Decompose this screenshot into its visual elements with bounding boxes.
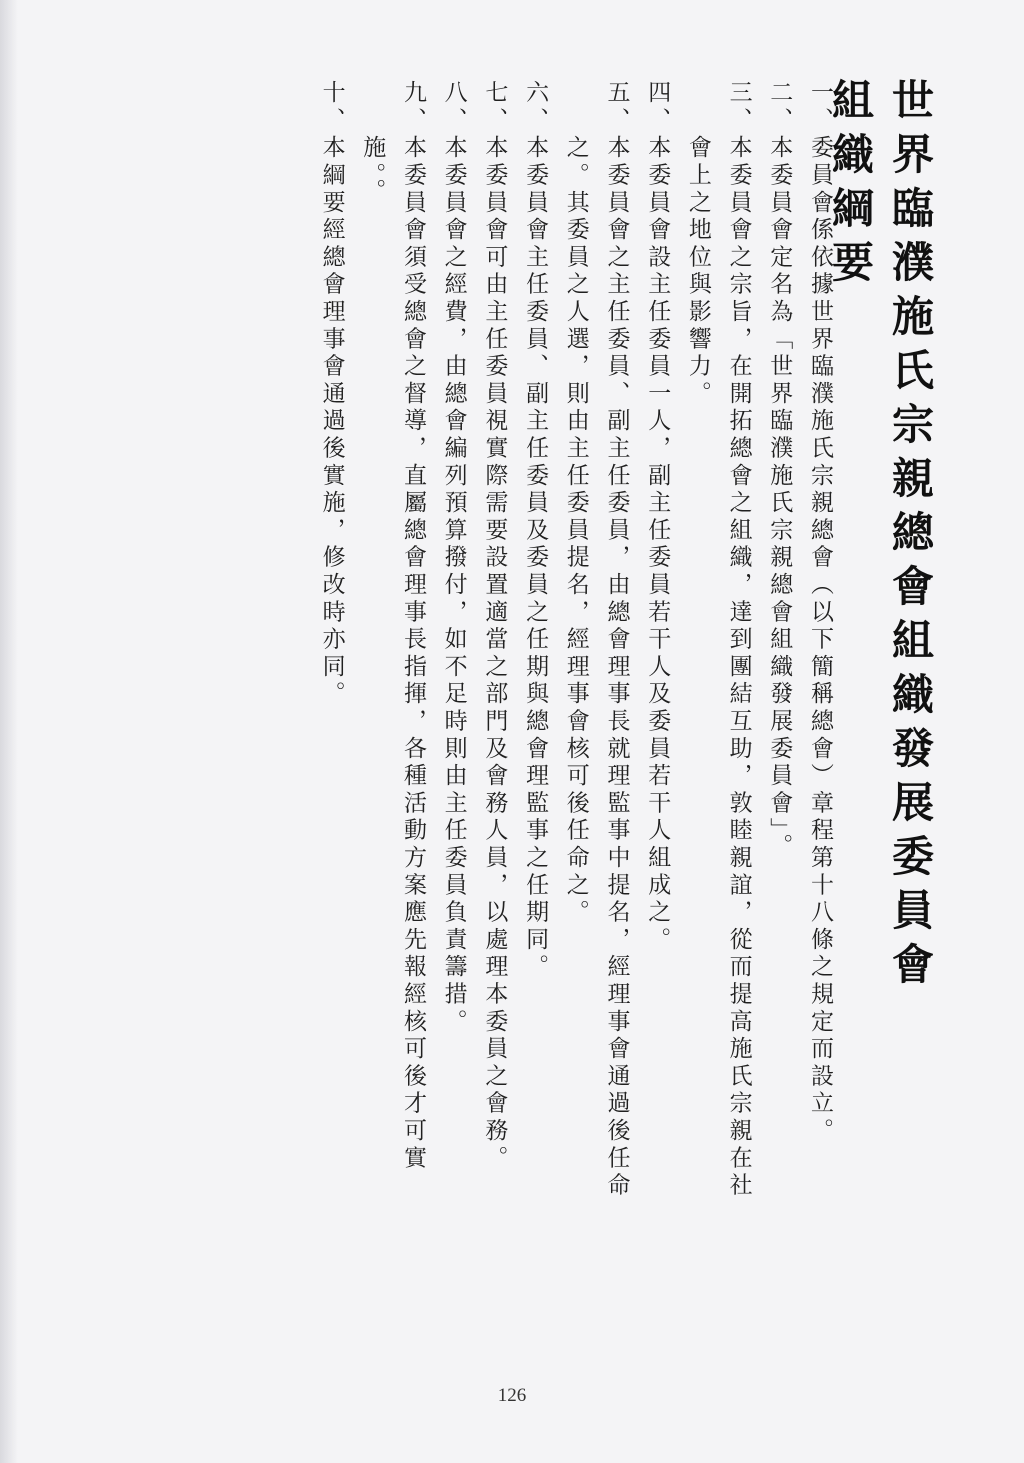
article-number: 五、 bbox=[604, 80, 630, 135]
article-number: 六、 bbox=[523, 80, 549, 135]
article-list bbox=[319, 80, 840, 1200]
article-text: 本委員會之經費，由總會編列預算撥付，如不足時則由主任委員負責籌措。 bbox=[441, 134, 467, 1036]
page-number: 126 bbox=[497, 1385, 527, 1406]
article-10 bbox=[311, 80, 352, 1200]
binding-edge bbox=[0, 0, 18, 1463]
article-number: 三、 bbox=[726, 80, 752, 135]
article-text: 本委員會主任委員、副主任委員及委員之任期與總會理監事之任期同。 bbox=[523, 134, 549, 981]
document-title: 世界臨濮施氏宗親總會組織發展委員會組織綱要 bbox=[826, 78, 935, 996]
article-number: 十、 bbox=[319, 80, 345, 135]
article-6 bbox=[514, 80, 555, 1200]
article-4 bbox=[636, 80, 677, 1200]
article-number: 二、 bbox=[767, 80, 793, 135]
article-number: 八、 bbox=[441, 80, 467, 135]
article-text: 本委員會可由主任委員視實際需要設置適當之部門及會務人員，以處理本委員之會務。 bbox=[482, 134, 508, 1173]
article-text: 本委員會設主任委員一人，副主任委員若干人及委員若干人組成之。 bbox=[645, 134, 671, 954]
article-number: 九、 bbox=[400, 80, 426, 135]
article-7 bbox=[474, 80, 515, 1200]
article-8 bbox=[433, 80, 474, 1200]
article-text: 本委員會之宗旨，在開拓總會之組織，達到團結互助，敦睦親誼，從而提高施氏宗親在社會上之地位與影響力。 bbox=[685, 134, 752, 1200]
article-9 bbox=[352, 80, 433, 1200]
article-text: 本委員會須受總會之督導，直屬總會理事長指揮，各種活動方案應先報經核可後才可實施。。 bbox=[360, 134, 426, 1173]
article-text: 本綱要經總會理事會通過後實施，修改時亦同。 bbox=[319, 134, 345, 708]
article-2 bbox=[759, 80, 800, 1200]
article-3 bbox=[677, 80, 758, 1200]
article-text: 委員會係依據世界臨濮施氏宗親總會（以下簡稱總會）章程第十八條之規定而設立。 bbox=[808, 134, 833, 1145]
article-text: 本委員會之主任委員、副主任委員，由總會理事長就理監事中提名，經理事會通過後任命之。其委員之人選，則由主任委員提名，經理事會核可後任命之。 bbox=[563, 134, 630, 1200]
article-5 bbox=[555, 80, 636, 1200]
article-1 bbox=[799, 80, 840, 1200]
article-text: 本委員會定名為「世界臨濮施氏宗親總會組織發展委員會」。 bbox=[767, 134, 793, 861]
article-number: 四、 bbox=[645, 80, 671, 135]
article-number: 一、 bbox=[808, 80, 833, 135]
article-number: 七、 bbox=[482, 80, 508, 135]
